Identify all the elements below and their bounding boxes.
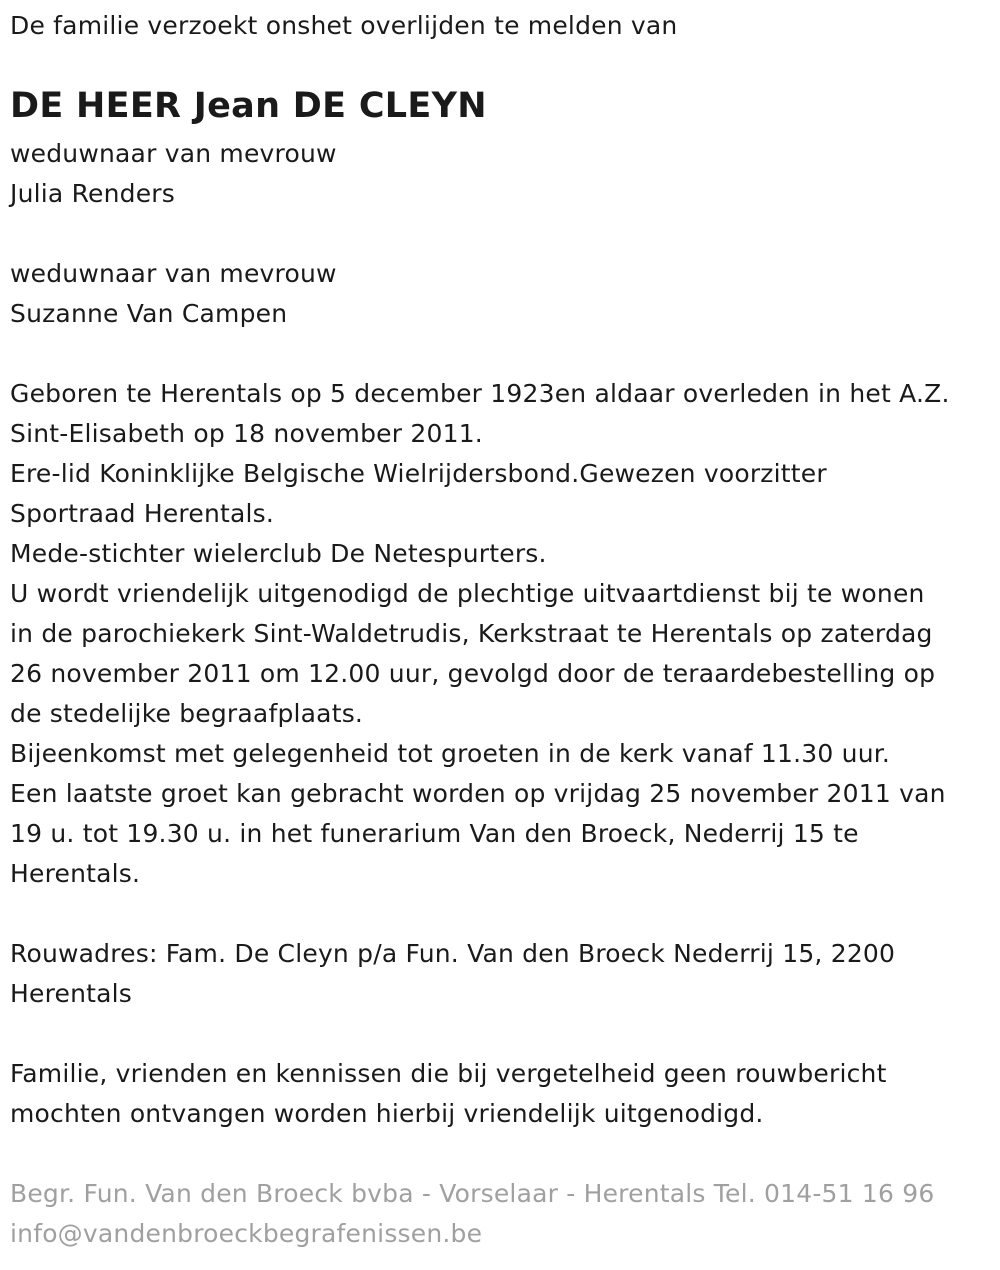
invitation-text — [10, 1054, 887, 1134]
body-line: Sint-Elisabeth op 18 november 2011. — [10, 419, 483, 448]
spouse-block-2 — [10, 254, 337, 334]
body-line: de stedelijke begraafplaats. — [10, 699, 364, 728]
invitation-line: mochten ontvangen worden hierbij vriendelijk uitgenodigd. — [10, 1099, 764, 1128]
address-line: Rouwadres: Fam. De Cleyn p/a Fun. Van den Broeck Nederrij 15, 2200 — [10, 939, 896, 968]
body-line: 19 u. tot 19.30 u. in het funerarium Van den Broeck, Nederrij 15 te — [10, 819, 859, 848]
body-line: in de parochiekerk Sint-Waldetrudis, Kerkstraat te Herentals op zaterdag — [10, 619, 933, 648]
body-line: U wordt vriendelijk uitgenodigd de plechtige uitvaartdienst bij te wonen — [10, 579, 925, 608]
funeral-home-footer — [10, 1174, 934, 1254]
spouse-name: Julia Renders — [10, 179, 176, 208]
address-line: Herentals — [10, 979, 133, 1008]
spouse-relation: weduwnaar van mevrouw — [10, 259, 337, 288]
funeral-home-email[interactable]: info@vandenbroeckbegrafenissen.be — [10, 1219, 483, 1248]
intro-text: De familie verzoekt onshet overlijden te melden van — [10, 11, 678, 40]
deceased-name: DE HEER Jean DE CLEYN — [10, 86, 487, 126]
spouse-relation: weduwnaar van mevrouw — [10, 139, 337, 168]
body-line: 26 november 2011 om 12.00 uur, gevolgd door de teraardebestelling op — [10, 659, 936, 688]
body-text — [10, 374, 950, 894]
body-line: Geboren te Herentals op 5 december 1923en aldaar overleden in het A.Z. — [10, 379, 950, 408]
mourning-address — [10, 934, 895, 1014]
body-line: Bijeenkomst met gelegenheid tot groeten in de kerk vanaf 11.30 uur. — [10, 739, 891, 768]
body-line: Mede-stichter wielerclub De Netespurters. — [10, 539, 547, 568]
body-line: Een laatste groet kan gebracht worden op vrijdag 25 november 2011 van — [10, 779, 946, 808]
spouse-name: Suzanne Van Campen — [10, 299, 288, 328]
invitation-line: Familie, vrienden en kennissen die bij vergetelheid geen rouwbericht — [10, 1059, 887, 1088]
body-line: Herentals. — [10, 859, 141, 888]
body-line: Sportraad Herentals. — [10, 499, 275, 528]
body-line: Ere-lid Koninklijke Belgische Wielrijdersbond.Gewezen voorzitter — [10, 459, 827, 488]
funeral-home-info: Begr. Fun. Van den Broeck bvba - Vorselaar - Herentals Tel. 014-51 16 96 — [10, 1179, 935, 1208]
spouse-block-1 — [10, 134, 337, 214]
